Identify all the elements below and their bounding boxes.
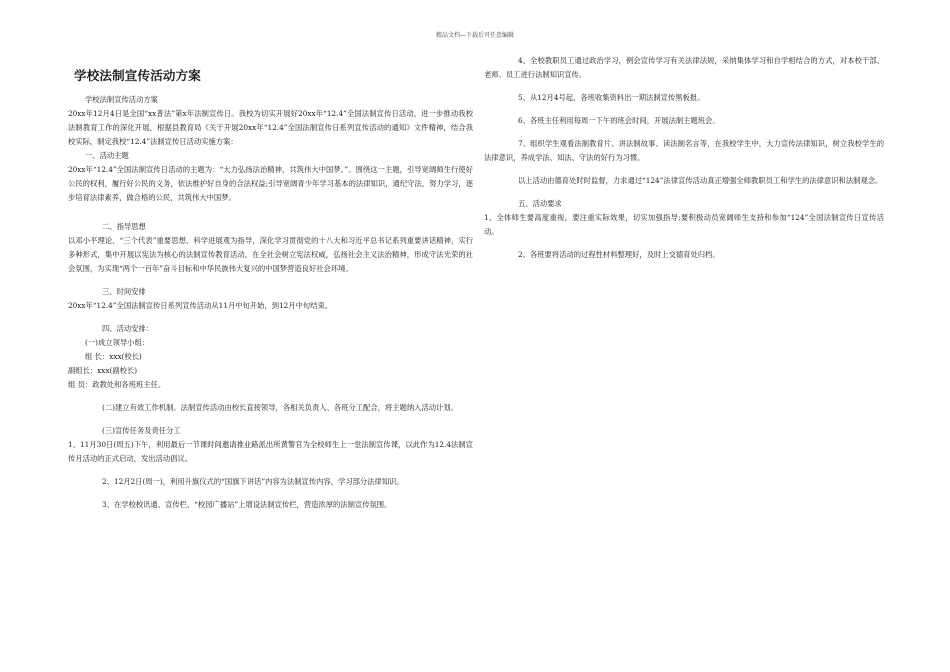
right-column — [484, 54, 884, 262]
task-item-7: 7、组织学生观看法制教育片、讲法制故事、读法制名言等，在我校学生中，大力宣传法律知识，树立我校学生的法律意识，养成学法、知法、守法的好行为习惯。 — [484, 139, 884, 162]
page-header: 精品文档---下载后可任意编辑 — [435, 32, 515, 39]
section-3-body: 20xx年“12.4”全国法制宣传日系列宣传活动从11月中旬开始，到12月中旬结束。 — [68, 301, 333, 310]
requirement-2: 2、各班要将活动的过程性材料整理好，及时上交德育处归档。 — [518, 250, 720, 259]
group-members: 组 员：政教处和各班班主任。 — [68, 380, 166, 389]
group-deputy: 副组长：xxx(副校长) — [68, 366, 138, 375]
left-column — [68, 66, 473, 512]
section-5-heading: 五、活动要求 — [518, 199, 562, 208]
section-1-body: 20xx年“12.4”全国法制宣传日活动的主题为：“大力弘扬法治精神，共筑伟大中国梦。”。围绕这一主题，引导宽阔师生行使好公民的权利，履行好公民的义务，依法维护好自身的合法权益;引导宽阔青少年学习基本的法律知识，通纪守法，努力学习，逐步培育法律素养，做合格的公民，共筑伟大中国梦。 — [68, 165, 473, 202]
section-2-heading: 二、指导思想 — [102, 222, 146, 231]
group-leader: 组 长：xxx(校长) — [85, 352, 142, 361]
task-item-2: 2、12月2日(周一)，利用升旗仪式的“国旗下讲话”内容为法制宣传内容，学习部分法律知识。 — [102, 477, 404, 486]
task-item-1: 1、11月30日(周五)下午，利用最后一节课时间邀请推业路派出所黄警官为全校师生上一堂法制宣传课，以此作为12.4法制宣传月活动的正式启动，发出活动倡议。 — [68, 440, 473, 463]
section-2-body: 以邓小平理论、“三个代表”重要思想、科学进展观为指导，深化学习贯彻党的十八大和习近平总书记系列重要讲话精神，实行多种形式，集中开展以宪法为核心的法制宣传教育活动，在全社会树立宪法权威，弘扬社会主义法治精神，形成守法光荣的社会氛围，为实现“两个一百年”奋斗目标和中华民族伟大复兴的中国梦营造良好社会环境。 — [68, 236, 473, 273]
section-4-heading: 四、活动安排： — [102, 324, 154, 333]
subsection-1-heading: (一)成立领导小组： — [85, 338, 150, 347]
task-item-6: 6、各班主任利用每周一下午的班会时间，开展法制主题班会。 — [518, 116, 720, 125]
closing-paragraph: 以上活动由德育处时时监督，力求通过“124”法律宣传活动真正增强全师教职员工和学生的法律意识和法制观念。 — [518, 176, 883, 185]
document-title: 学校法制宣传活动方案 — [74, 68, 202, 83]
task-item-5: 5、从12月4号起，各班收集资料出一期法制宣传黑板报。 — [518, 93, 705, 102]
requirement-1: 1、全体师生要高度重视，要注重实际效果，切实加强指导;要积极动员宽阔师生支持和参加“124”全国法制宣传日宣传活动。 — [484, 213, 884, 236]
subsection-3-heading: (三)宣传任务及责任分工 — [102, 426, 181, 435]
subsection-2-paragraph: (二)建立有效工作机制。法制宣传活动由校长直接领导，各相关负责人、各班分工配合，将主题纳入活动计划。 — [102, 403, 458, 412]
task-item-3: 3、在学校校讯通、宣传栏、“校园广播站”上增设法制宣传栏，营造浓厚的法制宣传氛围。 — [102, 500, 392, 509]
section-3-heading: 三、时间安排 — [102, 287, 146, 296]
subtitle: 学校法制宣传活动方案 — [85, 95, 158, 104]
section-1-heading: 一、活动主题 — [85, 151, 129, 160]
intro-paragraph: 20xx年12月4日是全国“xx普法”第x年法制宣传日。我校为切实开展好20xx年“12.4”全国法制宣传日活动，进一步推动我校法制教育工作的深化开展，根据县教育局《关于开展20xx年“12.4”全国法制宣传日系列宣传活动的通知》文件精神，结合我校实际，制定我校“12.4”法制宣传日活动实施方案： — [68, 109, 473, 146]
task-item-4: 4、全校教职员工通过政治学习，例会宣传学习有关法律法规，采纳集体学习和自学相结合的方式，对本校干部、老师、员工进行法制知识宣传。 — [484, 56, 884, 79]
